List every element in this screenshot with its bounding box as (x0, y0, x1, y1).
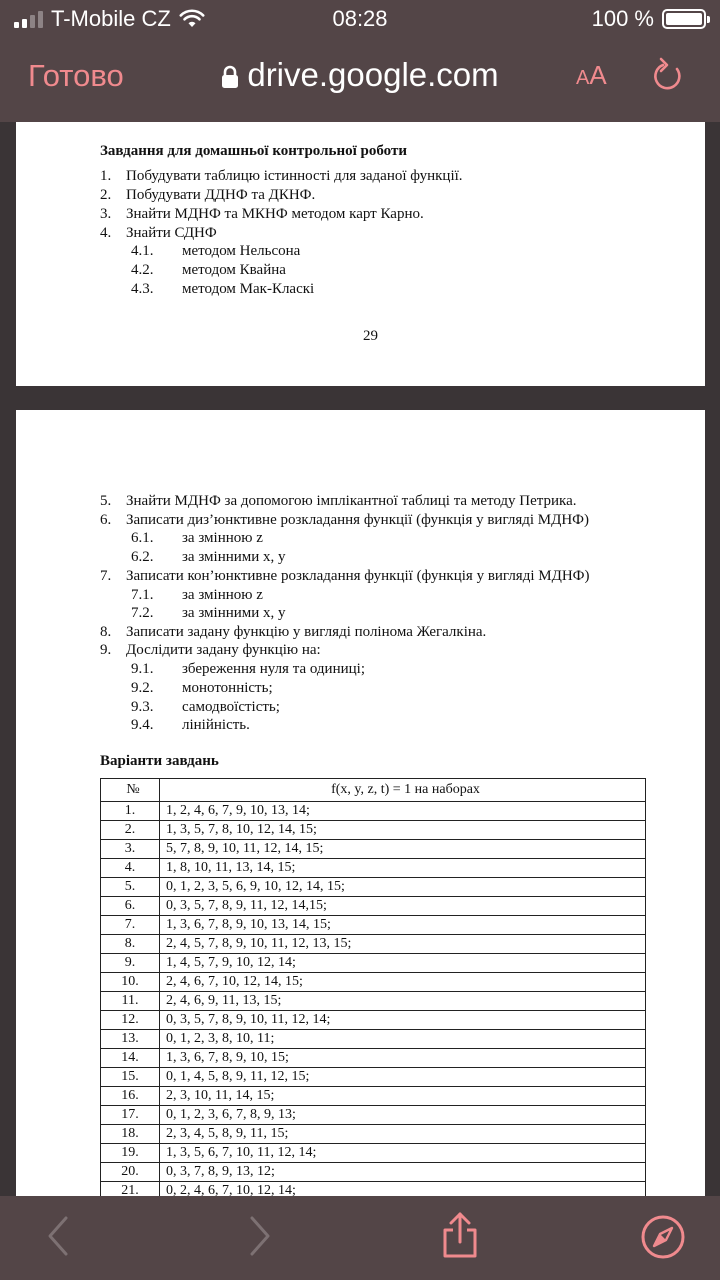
variant-number-cell: 3. (101, 840, 160, 859)
variant-values-cell: 1, 3, 5, 7, 8, 10, 12, 14, 15; (160, 821, 646, 840)
table-row (101, 1011, 646, 1030)
list-item-text: Побудувати таблицю істинності для заданої функції. (126, 168, 463, 184)
variant-number-cell: 1. (101, 802, 160, 821)
variant-number-cell: 16. (101, 1087, 160, 1106)
done-button[interactable]: Готово (28, 58, 124, 93)
url-text: drive.google.com (247, 56, 499, 93)
variants-heading: Варіанти завдань (100, 753, 219, 769)
variant-values-cell: 5, 7, 8, 9, 10, 11, 12, 14, 15; (160, 840, 646, 859)
sublist-item-number: 9.4. (131, 717, 154, 733)
battery-icon (662, 9, 706, 29)
url-field[interactable] (0, 56, 720, 94)
variant-number-cell: 5. (101, 878, 160, 897)
variant-values-cell: 0, 2, 4, 6, 7, 10, 12, 14; (160, 1182, 646, 1197)
variant-values-cell: 0, 1, 2, 3, 5, 6, 9, 10, 12, 14, 15; (160, 878, 646, 897)
variant-number-cell: 11. (101, 992, 160, 1011)
list-item-text: Дослідити задану функцію на: (126, 642, 321, 658)
list-item-number: 7. (100, 568, 112, 584)
variant-values-cell: 0, 3, 7, 8, 9, 13, 12; (160, 1163, 646, 1182)
variant-values-cell: 0, 3, 5, 7, 8, 9, 10, 11, 12, 14; (160, 1011, 646, 1030)
variant-number-cell: 7. (101, 916, 160, 935)
variant-number-cell: 18. (101, 1125, 160, 1144)
variant-values-cell: 0, 1, 2, 3, 6, 7, 8, 9, 13; (160, 1106, 646, 1125)
status-bar (0, 0, 720, 38)
variant-number-cell: 8. (101, 935, 160, 954)
compass-icon[interactable] (640, 1214, 686, 1260)
variant-values-cell: 0, 1, 2, 3, 8, 10, 11; (160, 1030, 646, 1049)
table-row (101, 1087, 646, 1106)
sublist-item-number: 9.3. (131, 699, 154, 715)
list-item-text: Знайти МДНФ та МКНФ методом карт Карно. (126, 206, 424, 222)
table-row (101, 859, 646, 878)
variant-number-cell: 6. (101, 897, 160, 916)
sublist-item-text: методом Нельсона (182, 243, 301, 259)
variant-number-cell: 9. (101, 954, 160, 973)
list-item-number: 3. (100, 206, 112, 222)
list-item-text: Побудувати ДДНФ та ДКНФ. (126, 187, 316, 203)
browser-toolbar (0, 1196, 720, 1280)
table-row (101, 1049, 646, 1068)
sublist-item-text: монотонність; (182, 680, 273, 696)
sublist-item-number: 6.1. (131, 530, 154, 546)
variant-values-cell: 1, 3, 6, 7, 8, 9, 10, 13, 14, 15; (160, 916, 646, 935)
table-row (101, 821, 646, 840)
list-item-number: 9. (100, 642, 112, 658)
sublist-item-text: лінійність. (182, 717, 250, 733)
lock-icon (221, 65, 239, 89)
variant-number-cell: 15. (101, 1068, 160, 1087)
sublist-item-text: методом Квайна (182, 262, 286, 278)
sublist-item-number: 9.2. (131, 680, 154, 696)
table-row (101, 897, 646, 916)
variant-values-cell: 1, 4, 5, 7, 9, 10, 12, 14; (160, 954, 646, 973)
sublist-item-number: 4.2. (131, 262, 154, 278)
status-right (592, 6, 706, 32)
variants-table (100, 778, 646, 1196)
table-row (101, 878, 646, 897)
table-row (101, 1182, 646, 1197)
variant-values-cell: 2, 4, 5, 7, 8, 9, 10, 11, 12, 13, 15; (160, 935, 646, 954)
back-icon[interactable] (42, 1214, 74, 1258)
table-row (101, 802, 646, 821)
sublist-item-number: 6.2. (131, 549, 154, 565)
variant-number-cell: 19. (101, 1144, 160, 1163)
list-item-text: Записати диз’юнктивне розкладання функції (функція у вигляді МДНФ) (126, 512, 590, 528)
sublist-item-text: збереження нуля та одиниці; (182, 661, 365, 677)
variant-values-cell: 2, 3, 4, 5, 8, 9, 11, 15; (160, 1125, 646, 1144)
list-item-number: 2. (100, 187, 112, 203)
sublist-item-number: 7.1. (131, 587, 154, 603)
table-row (101, 840, 646, 859)
table-row (101, 973, 646, 992)
list-item-number: 6. (100, 512, 112, 528)
variant-number-cell: 17. (101, 1106, 160, 1125)
table-row (101, 1106, 646, 1125)
variant-number-cell: 21. (101, 1182, 160, 1197)
column-header-number: № (101, 779, 160, 802)
page-number: 29 (363, 328, 378, 344)
list-item-text: Знайти СДНФ (126, 225, 217, 241)
variant-number-cell: 14. (101, 1049, 160, 1068)
table-row (101, 954, 646, 973)
table-row (101, 1125, 646, 1144)
sublist-item-text: за змінними x, y (182, 549, 286, 565)
list-item-text: Записати задану функцію у вигляді полінома Жегалкіна. (126, 624, 487, 640)
document-page-29 (16, 122, 705, 386)
sublist-item-text: за змінною z (182, 587, 263, 603)
table-row (101, 1163, 646, 1182)
variant-number-cell: 4. (101, 859, 160, 878)
variant-values-cell: 0, 1, 4, 5, 8, 9, 11, 12, 15; (160, 1068, 646, 1087)
table-row (101, 1068, 646, 1087)
sublist-item-number: 9.1. (131, 661, 154, 677)
sublist-item-text: самодвоїстість; (182, 699, 280, 715)
forward-icon[interactable] (244, 1214, 276, 1258)
text-size-button[interactable] (576, 60, 607, 91)
document-page-30 (16, 410, 705, 1196)
variant-values-cell: 2, 4, 6, 7, 10, 12, 14, 15; (160, 973, 646, 992)
text-size-small-label: A (576, 67, 590, 89)
variant-number-cell: 20. (101, 1163, 160, 1182)
carrier-name: T-Mobile CZ (51, 6, 171, 31)
variant-values-cell: 1, 2, 4, 6, 7, 9, 10, 13, 14; (160, 802, 646, 821)
column-header-values: f(x, y, z, t) = 1 на наборах (160, 779, 646, 802)
table-row (101, 1144, 646, 1163)
sublist-item-text: методом Мак-Класкі (182, 281, 315, 297)
list-item-number: 4. (100, 225, 112, 241)
variant-number-cell: 12. (101, 1011, 160, 1030)
variant-values-cell: 0, 3, 5, 7, 8, 9, 11, 12, 14,15; (160, 897, 646, 916)
list-item-text: Записати кон’юнктивне розкладання функції (функція у вигляді МДНФ) (126, 568, 590, 584)
sublist-item-text: за змінними x, y (182, 605, 286, 621)
table-row (101, 935, 646, 954)
clock: 08:28 (332, 6, 388, 31)
share-icon[interactable] (440, 1210, 480, 1260)
sublist-item-number: 4.3. (131, 281, 154, 297)
text-size-large-label: A (589, 60, 607, 90)
sublist-item-number: 4.1. (131, 243, 154, 259)
sublist-item-number: 7.2. (131, 605, 154, 621)
variant-number-cell: 2. (101, 821, 160, 840)
table-row (101, 992, 646, 1011)
list-item-number: 1. (100, 168, 112, 184)
list-item-number: 5. (100, 493, 112, 509)
variant-values-cell: 1, 8, 10, 11, 13, 14, 15; (160, 859, 646, 878)
variant-number-cell: 10. (101, 973, 160, 992)
sublist-item-text: за змінною z (182, 530, 263, 546)
variant-values-cell: 2, 3, 10, 11, 14, 15; (160, 1087, 646, 1106)
list-item-text: Знайти МДНФ за допомогою імплікантної таблиці та методу Петрика. (126, 493, 577, 509)
table-row (101, 1030, 646, 1049)
browser-address-bar (0, 38, 720, 122)
battery-percentage: 100 % (591, 6, 654, 31)
homework-heading: Завдання для домашньої контрольної роботи (100, 143, 407, 159)
variant-values-cell: 1, 3, 5, 6, 7, 10, 11, 12, 14; (160, 1144, 646, 1163)
variant-number-cell: 13. (101, 1030, 160, 1049)
variant-values-cell: 2, 4, 6, 9, 11, 13, 15; (160, 992, 646, 1011)
table-header-row (101, 779, 646, 802)
reload-icon[interactable] (650, 56, 686, 96)
variant-values-cell: 1, 3, 6, 7, 8, 9, 10, 15; (160, 1049, 646, 1068)
list-item-number: 8. (100, 624, 112, 640)
variants-table-body (101, 802, 646, 1197)
table-row (101, 916, 646, 935)
